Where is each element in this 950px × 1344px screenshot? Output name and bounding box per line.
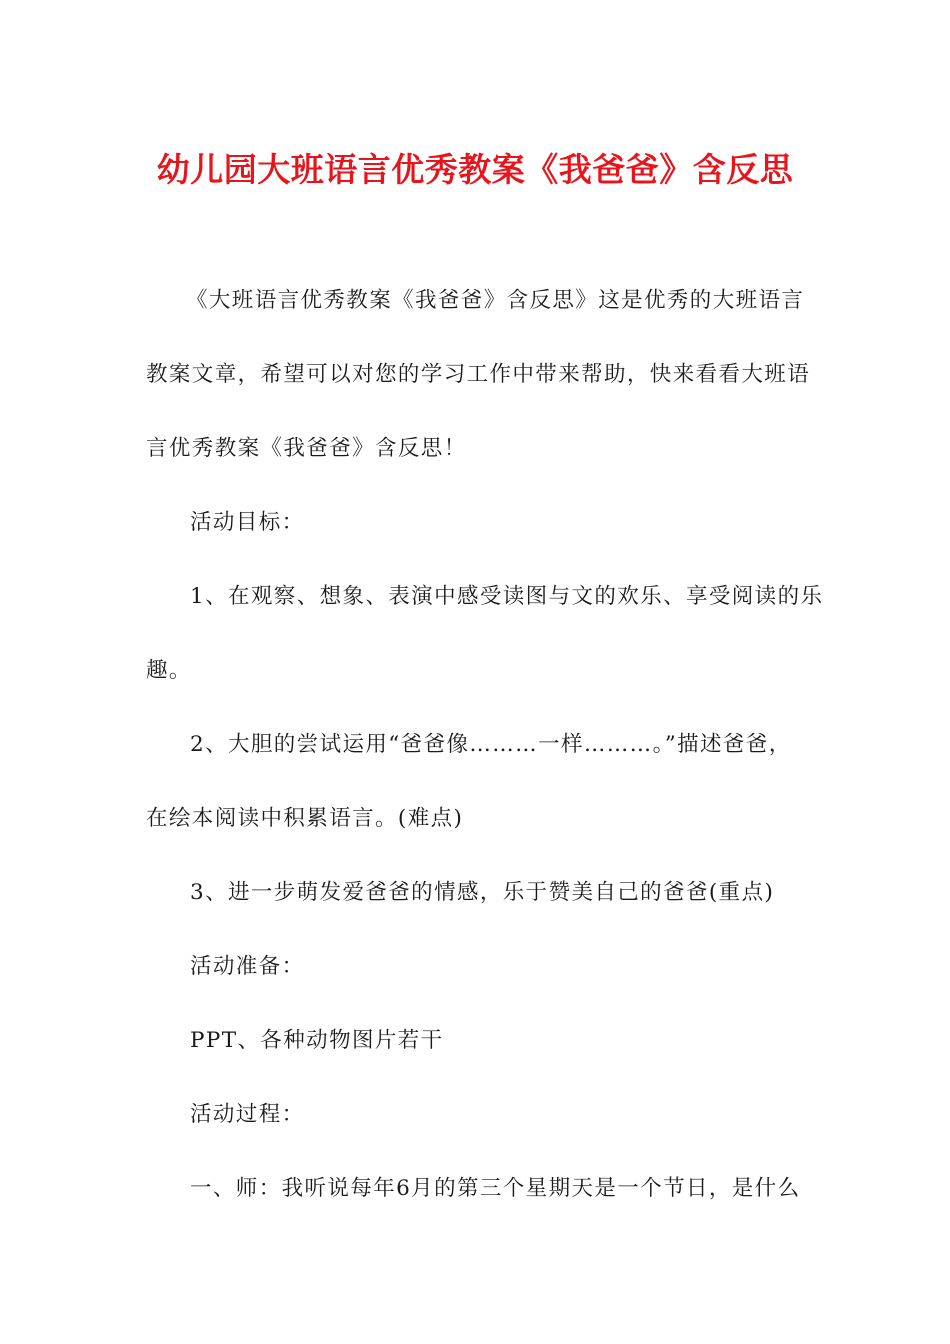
section-heading-goals: 活动目标： <box>190 510 305 535</box>
paragraph-line: 一、师：我听说每年6月的第三个星期天是一个节日，是什么 <box>190 1176 801 1201</box>
paragraph-line: 1、在观察、想象、表演中感受读图与文的欢乐、享受阅读的乐 <box>190 584 824 609</box>
paragraph-line: 趣。 <box>146 658 192 683</box>
paragraph-line: PPT、各种动物图片若干 <box>190 1028 444 1053</box>
paragraph-line: 2、大胆的尝试运用“爸爸像………一样………。”描述爸爸， <box>190 732 792 757</box>
paragraph-line: 言优秀教案《我爸爸》含反思！ <box>146 436 467 461</box>
document-title: 幼儿园大班语言优秀教案《我爸爸》含反思 <box>156 150 794 189</box>
paragraph-line: 《大班语言优秀教案《我爸爸》含反思》这是优秀的大班语言 <box>186 288 805 313</box>
section-heading-process: 活动过程： <box>190 1102 305 1127</box>
section-heading-preparation: 活动准备： <box>190 954 305 979</box>
paragraph-line: 在绘本阅读中积累语言。(难点) <box>146 806 464 831</box>
paragraph-line: 教案文章，希望可以对您的学习工作中带来帮助，快来看看大班语 <box>146 362 811 387</box>
paragraph-line: 3、进一步萌发爱爸爸的情感，乐于赞美自己的爸爸(重点) <box>190 880 775 905</box>
